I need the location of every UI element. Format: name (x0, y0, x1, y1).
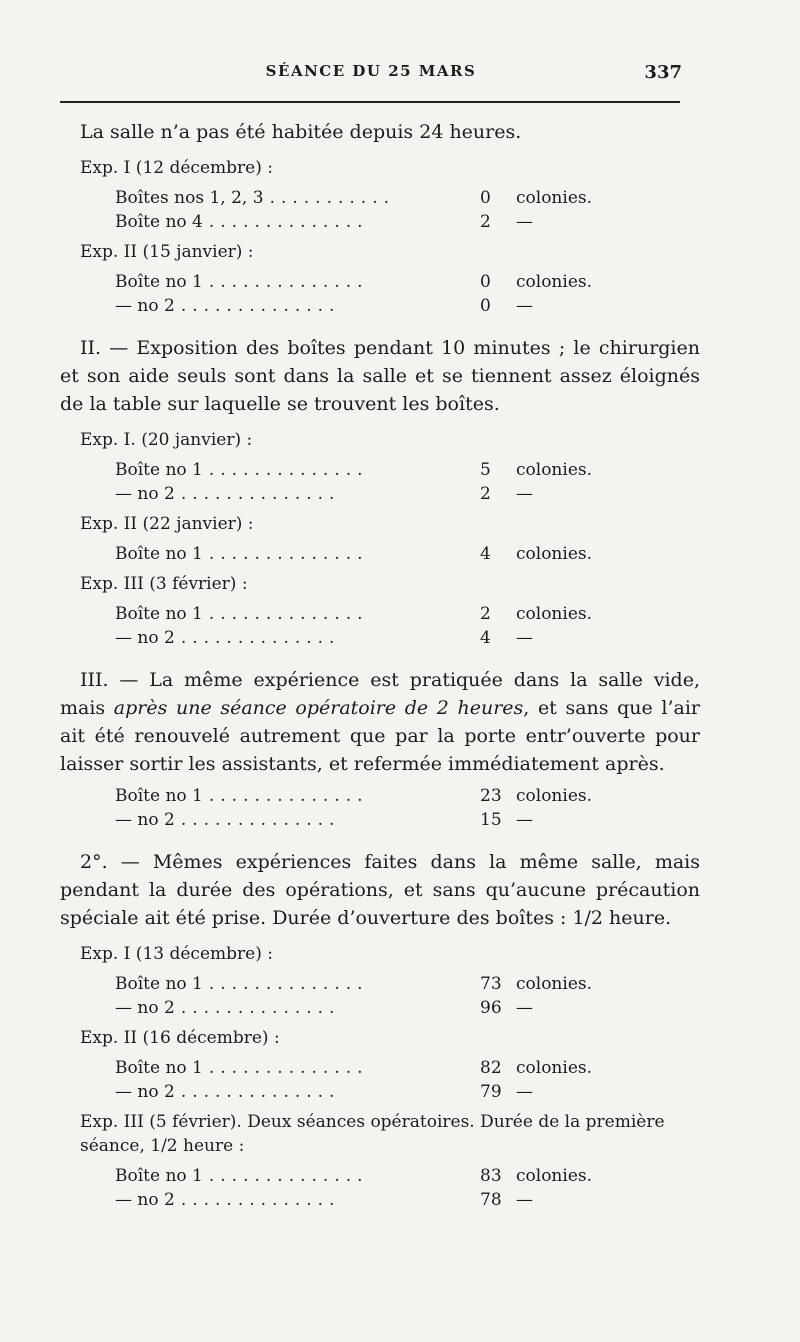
entry-row (60, 482, 700, 506)
entry-row (60, 1080, 700, 1104)
entry-dots: .............. (208, 1058, 369, 1078)
entry-unit: — (516, 628, 533, 648)
entry-value: 4 (480, 544, 491, 564)
entry-unit: colonies. (516, 1166, 593, 1186)
entry-label: — no 2 (115, 628, 175, 648)
entry-dots: .............. (180, 1082, 341, 1102)
entry-unit: colonies. (516, 974, 593, 994)
entry-label: — no 2 (115, 998, 175, 1018)
entry-value: 83 (480, 1166, 502, 1186)
entry-value: 2 (480, 484, 491, 504)
entry-row (60, 1188, 700, 1212)
header-rule (60, 101, 680, 103)
entry-dots: .............. (208, 786, 369, 806)
entry-label: — no 2 (115, 484, 175, 504)
entry-row (60, 458, 700, 482)
entry-value: 2 (480, 212, 491, 232)
entry-unit: colonies. (516, 460, 593, 480)
paragraph-intro: La salle n’a pas été habitée depuis 24 heures. (80, 121, 522, 143)
entry-label: — no 2 (115, 1190, 175, 1210)
entry-value: 82 (480, 1058, 502, 1078)
entry-dots: .............. (208, 974, 369, 994)
entry-unit: — (516, 1082, 533, 1102)
entry-unit: — (516, 296, 533, 316)
entry-label: Boîte no 1 (115, 786, 203, 806)
entry-label: Boîte no 1 (115, 544, 203, 564)
entry-row (60, 996, 700, 1020)
entry-label: — no 2 (115, 296, 175, 316)
entry-unit: — (516, 1190, 533, 1210)
entry-row (60, 294, 700, 318)
page-body (60, 118, 700, 1218)
paragraph-section-2: 2°. — Mêmes expériences faites dans la même salle, mais pendant la durée des opérations, et sans qu’aucune précaution spéciale ait été prise. Durée d’ouverture des boîtes : 1/2 heure. (60, 851, 700, 929)
entry-label: Boîte no 4 (115, 212, 203, 232)
entry-label: Boîte no 1 (115, 460, 203, 480)
entry-dots: .............. (180, 998, 341, 1018)
experiment-heading: Exp. II (16 décembre) : (80, 1028, 280, 1048)
entry-row (60, 784, 700, 808)
paragraph-section-iii (60, 666, 700, 778)
entry-dots: .............. (208, 212, 369, 232)
entry-row (60, 542, 700, 566)
entry-dots: ........... (269, 188, 396, 208)
entry-row (60, 602, 700, 626)
entry-dots: .............. (180, 1190, 341, 1210)
entry-dots: .............. (180, 810, 341, 830)
entry-value: 96 (480, 998, 502, 1018)
entry-value: 73 (480, 974, 502, 994)
paragraph-text: , et sans que l’air ait été renouvelé autrement que par la porte entr’ouverte pour laisser sortir les assistants, et refermée immédiatement après. (60, 697, 700, 775)
entry-row (60, 186, 700, 210)
entry-label: Boîte no 1 (115, 604, 203, 624)
entry-dots: .............. (180, 628, 341, 648)
entry-dots: .............. (208, 460, 369, 480)
entry-row (60, 972, 700, 996)
paragraph-text: III. — La même expérience est pratiquée dans la salle vide, mais (60, 669, 700, 719)
entry-row (60, 626, 700, 650)
entry-dots: .............. (180, 296, 341, 316)
entry-value: 15 (480, 810, 502, 830)
entry-list (60, 186, 700, 234)
entry-list (60, 972, 700, 1020)
experiment-heading: Exp. I (13 décembre) : (80, 944, 273, 964)
entry-unit: colonies. (516, 1058, 593, 1078)
experiment-heading: Exp. I (12 décembre) : (80, 158, 273, 178)
entry-value: 2 (480, 604, 491, 624)
entry-label: Boîtes nos 1, 2, 3 (115, 188, 264, 208)
entry-list (60, 270, 700, 318)
entry-value: 0 (480, 296, 491, 316)
entry-label: Boîte no 1 (115, 974, 203, 994)
entry-value: 0 (480, 272, 491, 292)
entry-value: 79 (480, 1082, 502, 1102)
entry-row (60, 210, 700, 234)
entry-list (60, 458, 700, 506)
entry-list (60, 602, 700, 650)
running-title: SÉANCE DU 25 MARS (265, 62, 477, 80)
entry-list (60, 1056, 700, 1104)
entry-unit: colonies. (516, 604, 593, 624)
entry-list (60, 542, 700, 566)
entry-unit: — (516, 810, 533, 830)
entry-list (60, 1164, 700, 1212)
entry-unit: — (516, 212, 533, 232)
entry-unit: — (516, 998, 533, 1018)
entry-unit: colonies. (516, 544, 593, 564)
experiment-heading: Exp. II (15 janvier) : (80, 242, 254, 262)
entry-unit: colonies. (516, 188, 593, 208)
entry-row (60, 808, 700, 832)
entry-unit: colonies. (516, 272, 593, 292)
entry-label: — no 2 (115, 810, 175, 830)
entry-value: 0 (480, 188, 491, 208)
entry-value: 78 (480, 1190, 502, 1210)
experiment-heading: Exp. II (22 janvier) : (80, 514, 254, 534)
italic-phrase: après une séance opératoire de 2 heures (113, 697, 524, 719)
entry-value: 4 (480, 628, 491, 648)
entry-dots: .............. (208, 272, 369, 292)
entry-dots: .............. (180, 484, 341, 504)
entry-dots: .............. (208, 1166, 369, 1186)
entry-label: Boîte no 1 (115, 1058, 203, 1078)
entry-row (60, 1164, 700, 1188)
entry-unit: colonies. (516, 786, 593, 806)
paragraph-section-ii: II. — Exposition des boîtes pendant 10 minutes ; le chirurgien et son aide seuls sont dans la salle et se tiennent assez éloignés de la table sur laquelle se trouvent les boîtes. (60, 337, 700, 415)
entry-row (60, 270, 700, 294)
entry-dots: .............. (208, 604, 369, 624)
entry-value: 23 (480, 786, 502, 806)
entry-list (60, 784, 700, 832)
experiment-heading: Exp. III (3 février) : (80, 574, 248, 594)
entry-label: Boîte no 1 (115, 272, 203, 292)
experiment-heading: Exp. III (5 février). Deux séances opératoires. Durée de la première séance, 1/2 heure : (80, 1112, 665, 1156)
entry-unit: — (516, 484, 533, 504)
page-number: 337 (644, 62, 682, 83)
entry-label: — no 2 (115, 1082, 175, 1102)
entry-value: 5 (480, 460, 491, 480)
entry-row (60, 1056, 700, 1080)
page-header (60, 62, 682, 88)
entry-label: Boîte no 1 (115, 1166, 203, 1186)
experiment-heading: Exp. I. (20 janvier) : (80, 430, 253, 450)
entry-dots: .............. (208, 544, 369, 564)
